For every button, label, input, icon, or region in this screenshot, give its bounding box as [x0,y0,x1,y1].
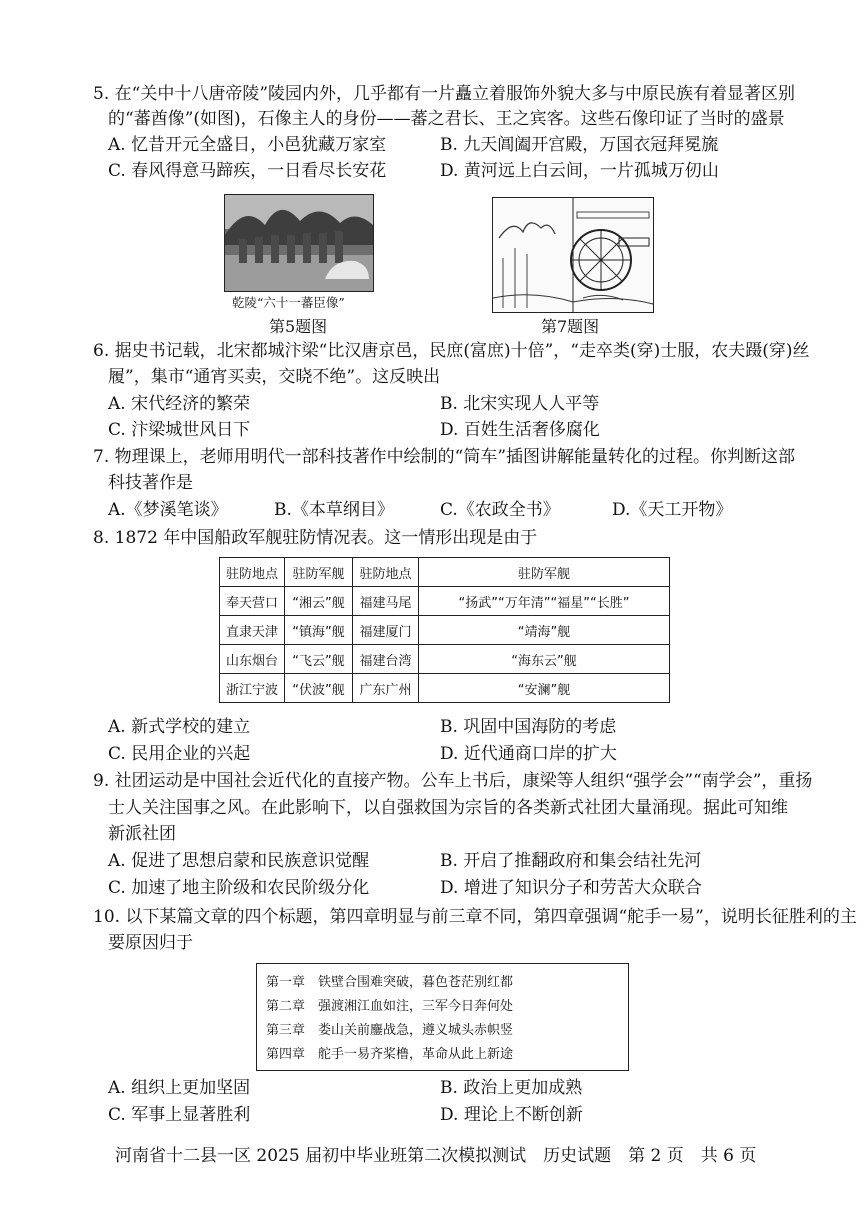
chapter-title: 第三章 娄山关前鏖战急，遵义城头赤帜竖 [266,1023,514,1038]
table-cell: 福建厦门 [353,616,419,645]
table-row [220,616,670,645]
q10-option-a: A. 组织上更加坚固 [108,1078,251,1098]
q9-stem-line3: 新派社团 [108,824,176,844]
q6-stem-line1: 6. 据史书记载，北宋都城汴梁“比汉唐京邑，民庶(富庶)十倍”，“走卒类(穿)士服，农夫蹑(穿)丝 [93,341,810,361]
q7-stem-line1: 7. 物理课上，老师用明代一部科技著作中绘制的“筒车”插图讲解能量转化的过程。你判断这部 [93,447,796,467]
q10-stem-line2: 要原因归于 [108,933,193,953]
q8-option-d: D. 近代通商口岸的扩大 [440,744,617,764]
q5-option-d: D. 黄河远上白云间，一片孤城万仞山 [440,161,719,181]
q8-option-a: A. 新式学校的建立 [108,717,251,737]
table-cell: 广东广州 [353,674,419,703]
q5-stem-line1: 5. 在“关中十八唐帝陵”陵园内外，几乎都有一片矗立着服饰外貌大多与中原民族有着显著区别 [93,84,796,104]
stone-statues-photo-illustration [225,195,373,291]
table-cell: “飞云”舰 [285,645,353,674]
q8-option-c: C. 民用企业的兴起 [108,744,251,764]
q8-option-b: B. 巩固中国海防的考虑 [440,717,617,737]
table-cell: 奉天营口 [220,587,285,616]
q9-option-b: B. 开启了推翻政府和集会结社先河 [440,851,702,871]
q6-option-b: B. 北宋实现人人平等 [440,394,600,414]
table-cell: 福建台湾 [353,645,419,674]
q9-stem-line1: 9. 社团运动是中国社会近代化的直接产物。公车上书后，康梁等人组织“强学会”“南学会”，重扬 [93,771,813,791]
q9-option-c: C. 加速了地主阶级和农民阶级分化 [108,878,370,898]
table-header-cell: 驻防军舰 [419,558,670,587]
q7-option-d: D.《天工开物》 [612,500,733,520]
table-row [220,674,670,703]
page-footer: 河南省十二县一区 2025 届初中毕业班第二次模拟测试 历史试题 第 2 页 共 6 页 [115,1146,757,1166]
q5-option-c: C. 春风得意马蹄疾，一日看尽长安花 [108,161,387,181]
chapter-title: 第一章 铁壁合围难突破，暮色苍茫别红都 [266,975,514,990]
q8-stem: 8. 1872 年中国船政军舰驻防情况表。这一情形出现是由于 [93,528,538,548]
q8-garrison-table [219,557,670,703]
q10-option-b: B. 政治上更加成熟 [440,1078,583,1098]
q7-figure-label: 第7题图 [541,317,600,336]
table-cell: “镇海”舰 [285,616,353,645]
q6-option-a: A. 宋代经济的繁荣 [108,394,251,414]
q5-option-b: B. 九天阊阖开宫殿，万国衣冠拜冕旒 [440,135,719,155]
table-cell: “安澜”舰 [419,674,670,703]
q5-photo-caption: 乾陵“六十一蕃臣像” [232,295,345,310]
q6-option-c: C. 汴梁城世风日下 [108,420,251,440]
q9-option-a: A. 促进了思想启蒙和民族意识觉醒 [108,851,370,871]
q6-stem-line2: 履”，集市“通宵买卖，交晓不绝”。这反映出 [108,367,441,387]
table-header-cell: 驻防地点 [220,558,285,587]
q9-stem-line2: 士人关注国事之风。在此影响下，以自强救国为宗旨的各类新式社团大量涌现。据此可知维 [108,798,788,818]
table-cell: 直隶天津 [220,616,285,645]
table-cell: 福建马尾 [353,587,419,616]
q7-option-c: C.《农政全书》 [440,500,560,520]
q10-option-c: C. 军事上显著胜利 [108,1105,251,1125]
table-cell: “靖海”舰 [419,616,670,645]
q10-chapter-titles-box [256,963,629,1071]
q5-photo [224,194,374,292]
q5-stem-line2: 的“蕃酋像”(如图)，石像主人的身份——蕃之君长、王之宾客。这些石像印证了当时的盛景 [108,109,785,129]
waterwheel-illustration [493,198,653,312]
q10-stem-line1: 10. 以下某篇文章的四个标题，第四章明显与前三章不同，第四章强调“舵手一易”，说明长征胜利的主 [93,907,857,927]
table-cell: “扬武”“万年清”“福星”“长胜” [419,587,670,616]
table-cell: “湘云”舰 [285,587,353,616]
q7-waterwheel-figure [492,197,654,313]
table-cell: “海东云”舰 [419,645,670,674]
q5-figure-label: 第5题图 [269,317,328,336]
q6-option-d: D. 百姓生活奢侈腐化 [440,420,600,440]
table-row [220,645,670,674]
q9-option-d: D. 增进了知识分子和劳苦大众联合 [440,878,702,898]
q5-option-a: A. 忆昔开元全盛日，小邑犹藏万家室 [108,135,387,155]
q7-option-b: B.《本草纲目》 [274,500,394,520]
chapter-title: 第四章 舵手一易齐桨橹，革命从此上新途 [266,1047,514,1062]
q7-option-a: A.《梦溪笔谈》 [108,500,228,520]
q10-option-d: D. 理论上不断创新 [440,1105,583,1125]
table-row [220,587,670,616]
table-cell: 浙江宁波 [220,674,285,703]
table-cell: 山东烟台 [220,645,285,674]
table-cell: “伏波”舰 [285,674,353,703]
chapter-title: 第二章 强渡湘江血如注，三军今日奔何处 [266,999,514,1014]
q7-stem-line2: 科技著作是 [108,473,193,493]
table-header-row [220,558,670,587]
table-header-cell: 驻防地点 [353,558,419,587]
table-header-cell: 驻防军舰 [285,558,353,587]
